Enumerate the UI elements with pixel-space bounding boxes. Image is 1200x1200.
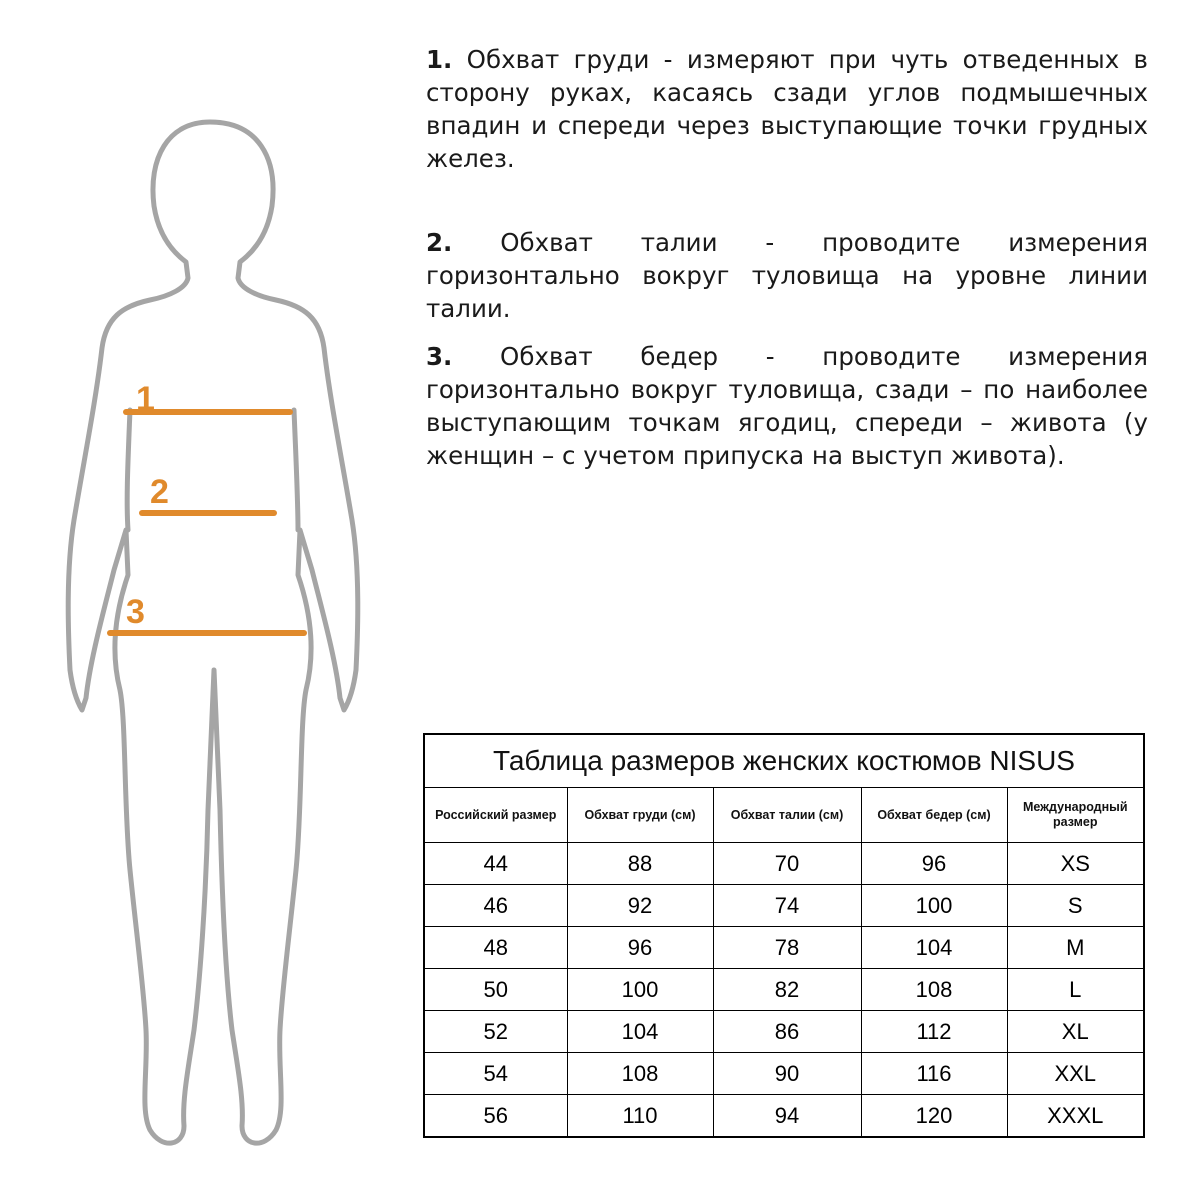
table-cell: L — [1007, 969, 1144, 1011]
table-cell: XXXL — [1007, 1095, 1144, 1138]
table-cell: 70 — [713, 843, 861, 885]
instruction-number: 2. — [426, 228, 453, 257]
table-cell: 48 — [424, 927, 567, 969]
table-cell: XXL — [1007, 1053, 1144, 1095]
table-cell: XS — [1007, 843, 1144, 885]
table-row — [424, 927, 1144, 969]
table-row — [424, 843, 1144, 885]
table-cell: 110 — [567, 1095, 713, 1138]
waist-marker-label: 2 — [150, 473, 169, 511]
table-cell: 52 — [424, 1011, 567, 1053]
size-table — [423, 733, 1145, 1138]
waist-measurement-instruction — [426, 226, 1148, 325]
table-cell: 100 — [567, 969, 713, 1011]
hip-measurement-instruction — [426, 340, 1148, 472]
right-inner-arm — [294, 410, 298, 530]
table-cell: 56 — [424, 1095, 567, 1138]
chest-measurement-instruction — [426, 43, 1148, 175]
table-cell: 104 — [567, 1011, 713, 1053]
table-cell: 100 — [861, 885, 1007, 927]
table-cell: 50 — [424, 969, 567, 1011]
table-row — [424, 1011, 1144, 1053]
table-header-row — [424, 788, 1144, 843]
instruction-text: Обхват талии - проводите измерения горизонтально вокруг туловища на уровне линии талии. — [426, 228, 1149, 323]
table-cell: 120 — [861, 1095, 1007, 1138]
column-header: Российский размер — [424, 788, 567, 843]
table-cell: 104 — [861, 927, 1007, 969]
table-row — [424, 969, 1144, 1011]
left-inner-arm — [127, 410, 130, 530]
table-row — [424, 1095, 1144, 1138]
column-header: Обхват груди (см) — [567, 788, 713, 843]
instruction-text: Обхват груди - измеряют при чуть отведенных в сторону руках, касаясь сзади углов подмышечных впадин и спереди через выступающие точки грудных желез. — [426, 45, 1148, 173]
column-header: Международный размер — [1007, 788, 1144, 843]
table-cell: 96 — [861, 843, 1007, 885]
table-row — [424, 1053, 1144, 1095]
table-cell: 88 — [567, 843, 713, 885]
table-cell: 74 — [713, 885, 861, 927]
column-header: Обхват талии (см) — [713, 788, 861, 843]
table-cell: 96 — [567, 927, 713, 969]
table-title: Таблица размеров женских костюмов NISUS — [424, 734, 1144, 788]
chest-marker-label: 1 — [136, 380, 155, 418]
table-cell: 44 — [424, 843, 567, 885]
table-cell: 86 — [713, 1011, 861, 1053]
table-cell: 82 — [713, 969, 861, 1011]
table-body — [424, 843, 1144, 1138]
table-cell: 108 — [567, 1053, 713, 1095]
table-cell: 54 — [424, 1053, 567, 1095]
table-cell: XL — [1007, 1011, 1144, 1053]
table-cell: 112 — [861, 1011, 1007, 1053]
table-cell: 108 — [861, 969, 1007, 1011]
column-header: Обхват бедер (см) — [861, 788, 1007, 843]
table-row — [424, 885, 1144, 927]
table-cell: M — [1007, 927, 1144, 969]
table-cell: 90 — [713, 1053, 861, 1095]
table-cell: 94 — [713, 1095, 861, 1138]
instruction-text: Обхват бедер - проводите измерения горизонтально вокруг туловища, сзади – по наиболее выступающим точкам ягодиц, спереди – живота (у женщин – с учетом припуска на выступ живота). — [426, 342, 1148, 470]
instruction-number: 1. — [426, 45, 453, 74]
table-cell: 116 — [861, 1053, 1007, 1095]
table-cell: 78 — [713, 927, 861, 969]
body-silhouette-figure — [50, 110, 390, 1170]
table-cell: 46 — [424, 885, 567, 927]
instruction-number: 3. — [426, 342, 453, 371]
table-cell: S — [1007, 885, 1144, 927]
hip-marker-label: 3 — [126, 593, 145, 631]
table-cell: 92 — [567, 885, 713, 927]
